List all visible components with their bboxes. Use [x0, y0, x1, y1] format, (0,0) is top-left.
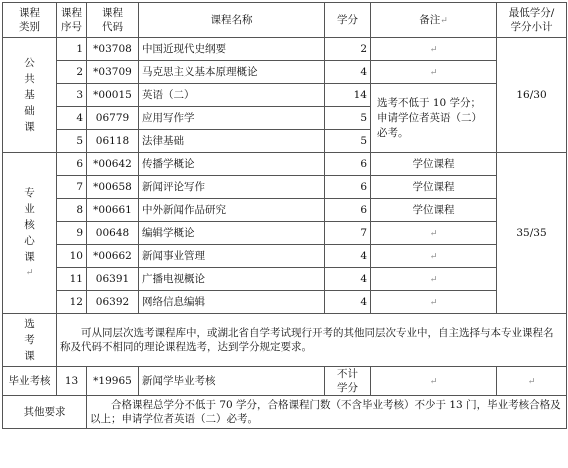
header-code: 课程 代码	[87, 3, 139, 38]
credit-cell: 4	[325, 245, 371, 268]
other-text: 合格课程总学分不低于 70 学分，合格课程门数（不含毕业考核）不少于 13 门，毕业考核合格及以上；申请学位者英语（二）必考。	[87, 396, 567, 429]
graduation-row	[3, 367, 567, 396]
credit-cell: 2	[325, 38, 371, 61]
credit-cell: 6	[325, 176, 371, 199]
remark-cell: ↵	[371, 268, 497, 291]
subtotal-core: 35/35	[497, 153, 567, 314]
code-cell: 06391	[87, 268, 139, 291]
header-row	[3, 3, 567, 38]
credit-cell: 6	[325, 199, 371, 222]
table-row	[3, 38, 567, 61]
remark-cell: ↵	[371, 38, 497, 61]
header-min-credit: 最低学分/ 学分小计	[497, 3, 567, 38]
other-row	[3, 396, 567, 429]
credit-cell: 5	[325, 107, 371, 130]
code-cell: 06392	[87, 291, 139, 314]
remark-cell: ↵	[371, 245, 497, 268]
remark-cell: ↵	[371, 222, 497, 245]
code-cell: 00648	[87, 222, 139, 245]
seq-cell: 1	[57, 38, 87, 61]
table-row	[3, 291, 567, 314]
code-cell: *00661	[87, 199, 139, 222]
seq-cell: 7	[57, 176, 87, 199]
seq-cell: 10	[57, 245, 87, 268]
table-row	[3, 199, 567, 222]
name-cell: 新闻学毕业考核	[139, 367, 325, 396]
table-row	[3, 222, 567, 245]
remark-cell: ↵	[371, 291, 497, 314]
header-credit: 学分	[325, 3, 371, 38]
remark-public: 选考不低于 10 学分；申请学位者英语（二）必考。	[371, 84, 497, 153]
category-graduation: 毕业考核	[3, 367, 57, 396]
code-cell: *00658	[87, 176, 139, 199]
remark-cell: ↵	[371, 61, 497, 84]
name-cell: 广播电视概论	[139, 268, 325, 291]
credit-cell: 6	[325, 153, 371, 176]
category-public: 公 共 基 础 课	[3, 38, 57, 153]
seq-cell: 4	[57, 107, 87, 130]
seq-cell: 8	[57, 199, 87, 222]
seq-cell: 13	[57, 367, 87, 396]
name-cell: 应用写作学	[139, 107, 325, 130]
name-cell: 英语（二）	[139, 84, 325, 107]
seq-cell: 12	[57, 291, 87, 314]
credit-cell: 5	[325, 130, 371, 153]
header-remark: 备注↵	[371, 3, 497, 38]
subtotal-cell: ↵	[497, 367, 567, 396]
code-cell: *00642	[87, 153, 139, 176]
credit-cell: 不计 学分	[325, 367, 371, 396]
code-cell: *00015	[87, 84, 139, 107]
table-row	[3, 84, 567, 107]
credit-cell: 7	[325, 222, 371, 245]
seq-cell: 11	[57, 268, 87, 291]
remark-cell: 学位课程	[371, 153, 497, 176]
code-cell: *00662	[87, 245, 139, 268]
credit-cell: 14	[325, 84, 371, 107]
credit-cell: 4	[325, 61, 371, 84]
name-cell: 马克思主义基本原理概论	[139, 61, 325, 84]
header-seq: 课程 序号	[57, 3, 87, 38]
credit-cell: 4	[325, 291, 371, 314]
subtotal-public: 16/30	[497, 38, 567, 153]
seq-cell: 5	[57, 130, 87, 153]
elective-row	[3, 314, 567, 367]
name-cell: 法律基础	[139, 130, 325, 153]
table-row	[3, 61, 567, 84]
remark-cell: 学位课程	[371, 176, 497, 199]
table-row	[3, 245, 567, 268]
seq-cell: 2	[57, 61, 87, 84]
header-name: 课程名称	[139, 3, 325, 38]
header-category: 课程 类别	[3, 3, 57, 38]
name-cell: 编辑学概论	[139, 222, 325, 245]
credit-cell: 4	[325, 268, 371, 291]
remark-cell: 学位课程	[371, 199, 497, 222]
table-row	[3, 153, 567, 176]
name-cell: 新闻评论写作	[139, 176, 325, 199]
code-cell: 06779	[87, 107, 139, 130]
name-cell: 中外新闻作品研究	[139, 199, 325, 222]
name-cell: 新闻事业管理	[139, 245, 325, 268]
category-core: 专 业 核 心 课 ↵	[3, 153, 57, 314]
category-other: 其他要求	[3, 396, 87, 429]
remark-cell: ↵	[371, 367, 497, 396]
table-row	[3, 268, 567, 291]
seq-cell: 9	[57, 222, 87, 245]
code-cell: 06118	[87, 130, 139, 153]
name-cell: 中国近现代史纲要	[139, 38, 325, 61]
curriculum-table	[2, 2, 567, 429]
category-elective: 选 考 课	[3, 314, 57, 367]
elective-text: 可从同层次选考课程库中，或湖北省自学考试现行开考的其他同层次专业中，自主选择与本专业课程名称及代码不相同的理论课程选考，达到学分规定要求。	[57, 314, 567, 367]
seq-cell: 3	[57, 84, 87, 107]
name-cell: 网络信息编辑	[139, 291, 325, 314]
code-cell: *03708	[87, 38, 139, 61]
code-cell: *19965	[87, 367, 139, 396]
seq-cell: 6	[57, 153, 87, 176]
code-cell: *03709	[87, 61, 139, 84]
name-cell: 传播学概论	[139, 153, 325, 176]
table-row	[3, 176, 567, 199]
